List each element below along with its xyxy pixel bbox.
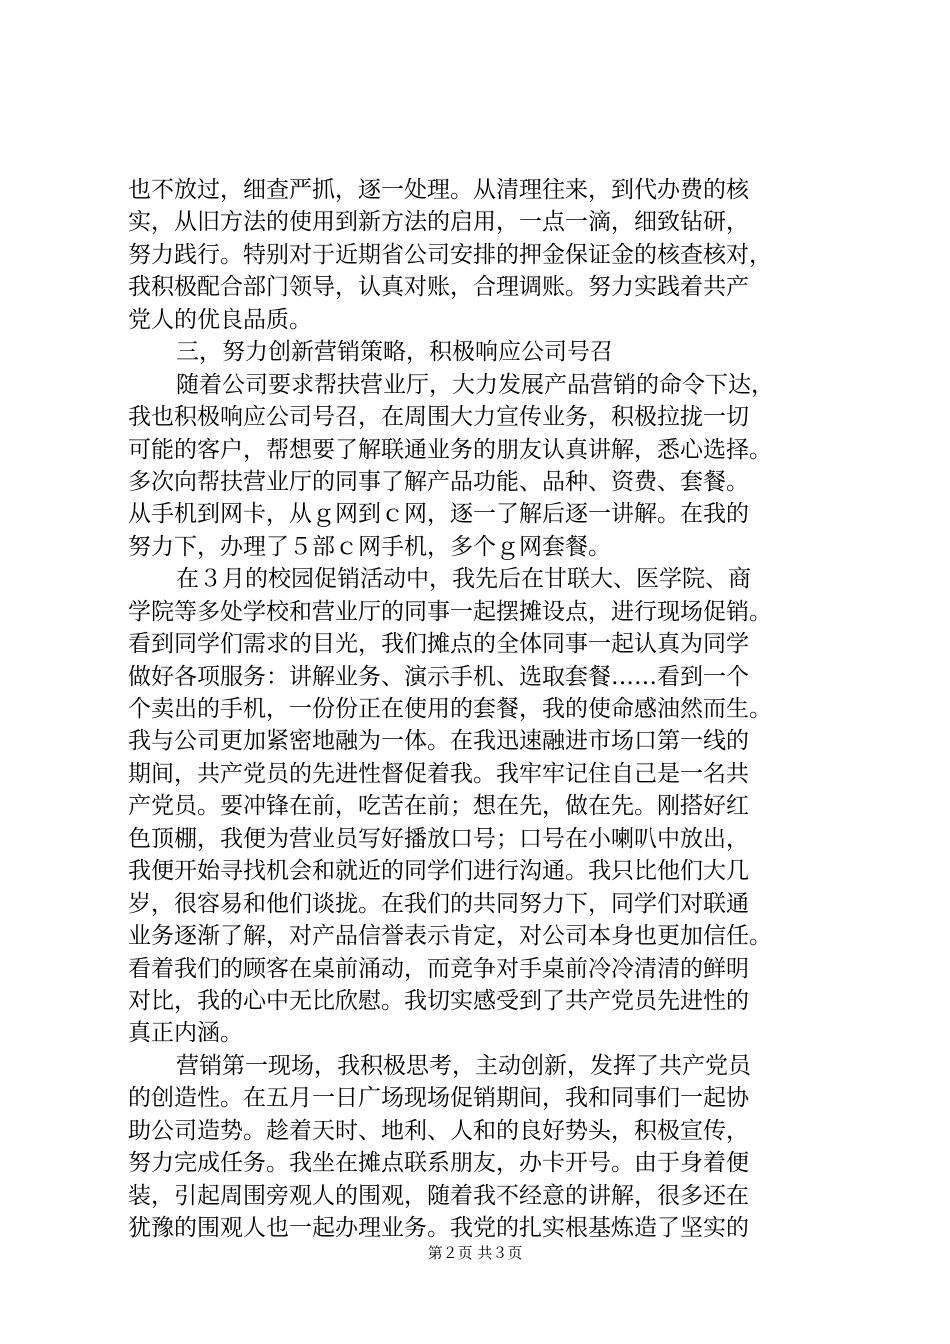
text-line: 我积极配合部门领导，认真对账，合理调账。努力实践着共产 (128, 274, 749, 301)
text-line: 努力完成任务。我坐在摊点联系朋友，办卡开号。由于身着便 (128, 1150, 749, 1177)
text-line: 色顶棚，我便为营业员写好播放口号；口号在小喇叭中放出， (128, 825, 749, 852)
text-line: 三，努力创新营销策略，积极响应公司号召 (176, 339, 613, 366)
text-line: 可能的客户，帮想要了解联通业务的朋友认真讲解，悉心选择。 (128, 436, 772, 463)
document-body (128, 174, 833, 1244)
text-line: 实，从旧方法的使用到新方法的启用，一点一滴，细致钻研， (128, 209, 749, 236)
text-line: 我便开始寻找机会和就近的同学们进行沟通。我只比他们大几 (128, 858, 749, 885)
text-line: 营销第一现场，我积极思考，主动创新，发挥了共产党员 (176, 1052, 751, 1079)
text-line: 我与公司更加紧密地融为一体。在我迅速融进市场口第一线的 (128, 728, 749, 755)
text-line: 产党员。要冲锋在前，吃苦在前；想在先，做在先。刚搭好红 (128, 793, 749, 820)
text-line: 多次向帮扶营业厅的同事了解产品功能、品种、资费、套餐。 (128, 468, 749, 495)
text-line: 对比，我的心中无比欣慰。我切实感受到了共产党员先进性的 (128, 987, 749, 1014)
text-line: 努力下，办理了５部ｃ网手机，多个ｇ网套餐。 (128, 533, 611, 560)
text-line: 业务逐渐了解，对产品信誉表示肯定，对公司本身也更加信任。 (128, 923, 772, 950)
text-line: 在３月的校园促销活动中，我先后在甘联大、医学院、商 (176, 566, 751, 593)
text-line: 做好各项服务：讲解业务、演示手机、选取套餐……看到一个 (128, 663, 749, 690)
text-line: 也不放过，细查严抓，逐一处理。从清理往来，到代办费的核 (128, 177, 749, 203)
text-line: 期间，共产党员的先进性督促着我。我牢牢记住自己是一名共 (128, 760, 749, 787)
text-line: 努力践行。特别对于近期省公司安排的押金保证金的核查核对， (128, 241, 772, 268)
text-line: 真正内涵。 (128, 1020, 243, 1047)
text-line: 从手机到网卡，从ｇ网到ｃ网，逐一了解后逐一讲解。在我的 (128, 501, 749, 528)
text-line: 随着公司要求帮扶营业厅，大力发展产品营销的命令下达， (176, 371, 774, 398)
text-line: 个卖出的手机，一份份正在使用的套餐，我的使命感油然而生。 (128, 696, 772, 722)
text-line: 我也积极响应公司号召，在周围大力宣传业务，积极拉拢一切 (128, 404, 749, 431)
text-line: 看着我们的顾客在桌前涌动，而竞争对手桌前冷冷清清的鲜明 (128, 955, 749, 982)
text-line: 看到同学们需求的目光，我们摊点的全体同事一起认真为同学 (128, 631, 749, 658)
text-line: 学院等多处学校和营业厅的同事一起摆摊设点，进行现场促销。 (128, 598, 772, 625)
text-line: 岁，很容易和他们谈拢。在我们的共同努力下，同学们对联通 (128, 890, 749, 917)
text-line: 党人的优良品质。 (128, 306, 312, 333)
text-line: 的创造性。在五月一日广场现场促销期间，我和同事们一起协 (128, 1085, 749, 1112)
text-line: 犹豫的围观人也一起办理业务。我党的扎实根基炼造了坚实的 (128, 1215, 749, 1241)
text-line: 助公司造势。趁着天时、地利、人和的良好势头，积极宣传， (128, 1117, 749, 1144)
page-number-footer: 第２页 共３页 (427, 1244, 523, 1262)
text-line: 装，引起周围旁观人的围观，随着我不经意的讲解，很多还在 (128, 1182, 749, 1209)
